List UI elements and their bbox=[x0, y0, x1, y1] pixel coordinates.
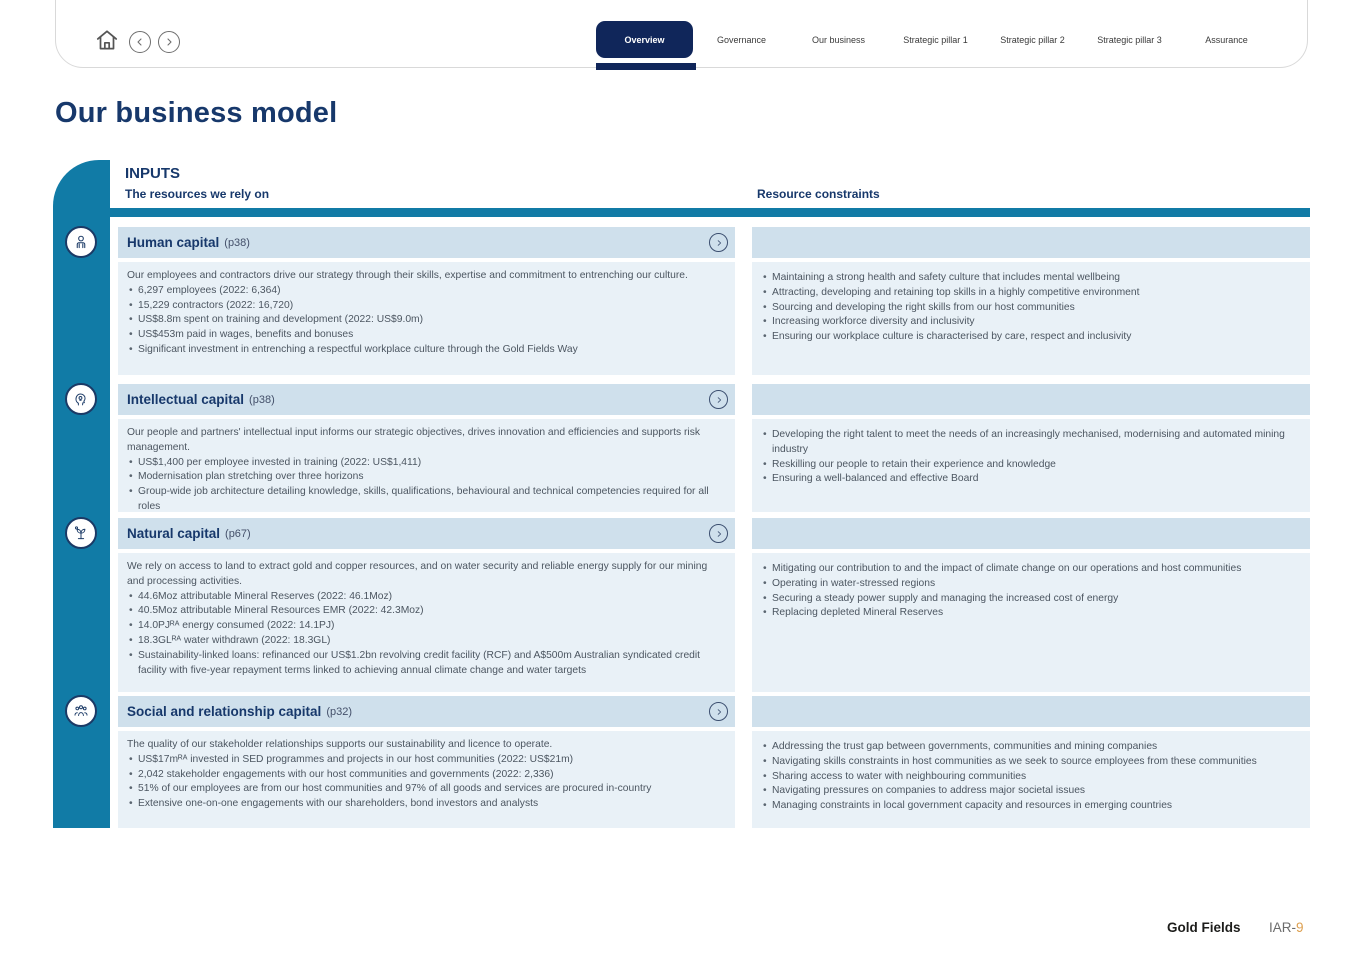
capital-body-intellectual bbox=[118, 419, 735, 512]
open-capital-button[interactable] bbox=[709, 390, 728, 409]
chevron-right-icon bbox=[163, 36, 175, 48]
capital-intro: Our people and partners' intellectual input informs our strategic objectives, drives innovation and efficiencies and supports risk management. bbox=[127, 427, 700, 453]
plant-icon bbox=[65, 517, 97, 549]
tab-governance[interactable]: Governance bbox=[716, 34, 767, 45]
capital-body-natural bbox=[118, 553, 735, 692]
bullet-item: • US$1,400 per employee invested in training (2022: US$1,411) bbox=[127, 456, 721, 471]
open-capital-button[interactable] bbox=[709, 702, 728, 721]
chevron-right-icon bbox=[714, 395, 724, 405]
bullet-item: • 51% of our employees are from our host communities and 97% of all goods and services are procured in-country bbox=[127, 782, 721, 797]
bullet-item: • US$17mᴿᴬ invested in SED programmes and projects in our host communities (2022: US$21m) bbox=[127, 753, 721, 768]
constraints-header-intellectual bbox=[752, 384, 1310, 415]
tab-strategic-pillar-3[interactable]: Strategic pillar 3 bbox=[1097, 34, 1162, 45]
constraints-body-social bbox=[752, 731, 1310, 828]
people-group-icon bbox=[65, 695, 97, 727]
person-icon bbox=[65, 226, 97, 258]
bullet-item: • Ensuring our workplace culture is characterised by care, respect and inclusivity bbox=[761, 330, 1296, 345]
bullet-item: • Developing the right talent to meet the needs of an increasingly mechanised, modernising and automated mining industry bbox=[761, 428, 1296, 458]
bullet-item: • US$8.8m spent on training and development (2022: US$9.0m) bbox=[127, 313, 721, 328]
bullet-item: • 15,229 contractors (2022: 16,720) bbox=[127, 299, 721, 314]
bullet-item: • Mitigating our contribution to and the impact of climate change on our operations and host communities bbox=[761, 562, 1296, 577]
capital-title: Social and relationship capital bbox=[127, 704, 322, 719]
head-lightbulb-icon bbox=[65, 383, 97, 415]
tab-assurance[interactable]: Assurance bbox=[1205, 34, 1248, 45]
forward-button[interactable] bbox=[158, 31, 180, 53]
chevron-left-icon bbox=[134, 36, 146, 48]
top-navigation bbox=[55, 0, 1308, 68]
constraints-list bbox=[761, 271, 1296, 345]
bullet-item: • US$453m paid in wages, benefits and bonuses bbox=[127, 328, 721, 343]
resource-constraints-heading: Resource constraints bbox=[757, 187, 880, 201]
open-capital-button[interactable] bbox=[709, 233, 728, 252]
business-model-table bbox=[53, 160, 1310, 828]
bullet-item: • 2,042 stakeholder engagements with our host communities and governments (2022: 2,336) bbox=[127, 768, 721, 783]
constraints-list bbox=[761, 562, 1296, 621]
bullet-item: • 44.6Moz attributable Mineral Reserves (2022: 46.1Moz) bbox=[127, 590, 721, 605]
bullet-item: • Maintaining a strong health and safety culture that includes mental wellbeing bbox=[761, 271, 1296, 286]
constraints-list bbox=[761, 740, 1296, 814]
capital-header-human bbox=[118, 227, 735, 258]
bullet-item: • Managing constraints in local government capacity and resources in emerging countries bbox=[761, 799, 1296, 814]
capital-bullet-list bbox=[127, 456, 721, 515]
capital-header-social bbox=[118, 696, 735, 727]
capital-bullet-list bbox=[127, 284, 721, 358]
footer-brand: Gold Fields bbox=[1167, 920, 1241, 935]
back-button[interactable] bbox=[129, 31, 151, 53]
bullet-item: • Sharing access to water with neighbouring communities bbox=[761, 770, 1296, 785]
capital-page-ref: (p38) bbox=[224, 236, 250, 249]
page-number: 9 bbox=[1296, 920, 1304, 935]
bullet-item: • Addressing the trust gap between governments, communities and mining companies bbox=[761, 740, 1296, 755]
bullet-item: • Securing a steady power supply and managing the increased cost of energy bbox=[761, 592, 1296, 607]
capital-intro: We rely on access to land to extract gold and copper resources, and on water security and reliable energy supply for our mining and processing activities. bbox=[127, 561, 708, 587]
bullet-item: • Increasing workforce diversity and inclusivity bbox=[761, 315, 1296, 330]
constraints-body-natural bbox=[752, 553, 1310, 692]
chevron-right-icon bbox=[714, 529, 724, 539]
capitals-sidebar bbox=[53, 160, 110, 828]
constraints-body-intellectual bbox=[752, 419, 1310, 512]
capital-title: Natural capital bbox=[127, 526, 221, 541]
capital-bullet-list bbox=[127, 590, 721, 679]
capital-intro: The quality of our stakeholder relationships supports our sustainability and licence to operate. bbox=[127, 739, 553, 750]
capital-intro: Our employees and contractors drive our strategy through their skills, expertise and commitment to entrenching our culture. bbox=[127, 270, 688, 281]
capital-title: Human capital bbox=[127, 235, 220, 250]
capital-bullet-list bbox=[127, 753, 721, 812]
bullet-item: • Modernisation plan stretching over three horizons bbox=[127, 470, 721, 485]
capital-page-ref: (p67) bbox=[225, 527, 251, 540]
inputs-heading: INPUTS bbox=[125, 165, 181, 182]
bullet-item: • Operating in water-stressed regions bbox=[761, 577, 1296, 592]
tab-strategic-pillar-1[interactable]: Strategic pillar 1 bbox=[903, 34, 968, 45]
home-button[interactable] bbox=[94, 27, 120, 53]
page-title: Our business model bbox=[55, 97, 338, 129]
bullet-item: • Reskilling our people to retain their experience and knowledge bbox=[761, 458, 1296, 473]
inputs-subheading: The resources we rely on bbox=[125, 187, 270, 201]
bullet-item: • Replacing depleted Mineral Reserves bbox=[761, 606, 1296, 621]
chevron-right-icon bbox=[714, 707, 724, 717]
capital-page-ref: (p38) bbox=[249, 393, 275, 406]
constraints-header-social bbox=[752, 696, 1310, 727]
constraints-list bbox=[761, 428, 1296, 487]
bullet-item: • 14.0PJᴿᴬ energy consumed (2022: 14.1PJ) bbox=[127, 619, 721, 634]
tab-our-business[interactable]: Our business bbox=[811, 34, 866, 45]
bullet-item: • 6,297 employees (2022: 6,364) bbox=[127, 284, 721, 299]
capital-header-intellectual bbox=[118, 384, 735, 415]
capital-header-natural bbox=[118, 518, 735, 549]
constraints-body-human bbox=[752, 262, 1310, 375]
bullet-item: • 40.5Moz attributable Mineral Resources EMR (2022: 42.3Moz) bbox=[127, 604, 721, 619]
divider-bar bbox=[110, 208, 1310, 217]
bullet-item: • Navigating skills constraints in host communities as we seek to source employees from these communities bbox=[761, 755, 1296, 770]
constraints-header-natural bbox=[752, 518, 1310, 549]
capital-title: Intellectual capital bbox=[127, 392, 245, 407]
page-label: IAR- bbox=[1269, 920, 1296, 935]
capital-body-human bbox=[118, 262, 735, 375]
tab-strategic-pillar-2[interactable]: Strategic pillar 2 bbox=[1000, 34, 1065, 45]
bullet-item: • Group-wide job architecture detailing knowledge, skills, qualifications, behavioural and technical competencies required for all roles bbox=[127, 485, 721, 515]
constraints-header-human bbox=[752, 227, 1310, 258]
home-icon bbox=[94, 27, 120, 53]
capital-page-ref: (p32) bbox=[326, 705, 352, 718]
open-capital-button[interactable] bbox=[709, 524, 728, 543]
bullet-item: • Navigating pressures on companies to address major societal issues bbox=[761, 784, 1296, 799]
bullet-item: • Sustainability-linked loans: refinanced our US$1.2bn revolving credit facility (RCF) and A$500m Australian syndicated credit facility with five-year repayment terms linked to achieving annual climate change and water targets bbox=[127, 649, 721, 679]
bullet-item: • Significant investment in entrenching a respectful workplace culture through the Gold Fields Way bbox=[127, 343, 721, 358]
footer-page-number bbox=[1269, 920, 1304, 935]
bullet-item: • Extensive one-on-one engagements with our shareholders, bond investors and analysts bbox=[127, 797, 721, 812]
bullet-item: • Ensuring a well-balanced and effective Board bbox=[761, 472, 1296, 487]
tab-overview[interactable]: Overview bbox=[596, 21, 693, 58]
bullet-item: • Sourcing and developing the right skills from our host communities bbox=[761, 301, 1296, 316]
section-tabs bbox=[596, 21, 1275, 58]
chevron-right-icon bbox=[714, 238, 724, 248]
capital-body-social bbox=[118, 731, 735, 828]
bullet-item: • 18.3GLᴿᴬ water withdrawn (2022: 18.3GL) bbox=[127, 634, 721, 649]
bullet-item: • Attracting, developing and retaining top skills in a highly competitive environment bbox=[761, 286, 1296, 301]
